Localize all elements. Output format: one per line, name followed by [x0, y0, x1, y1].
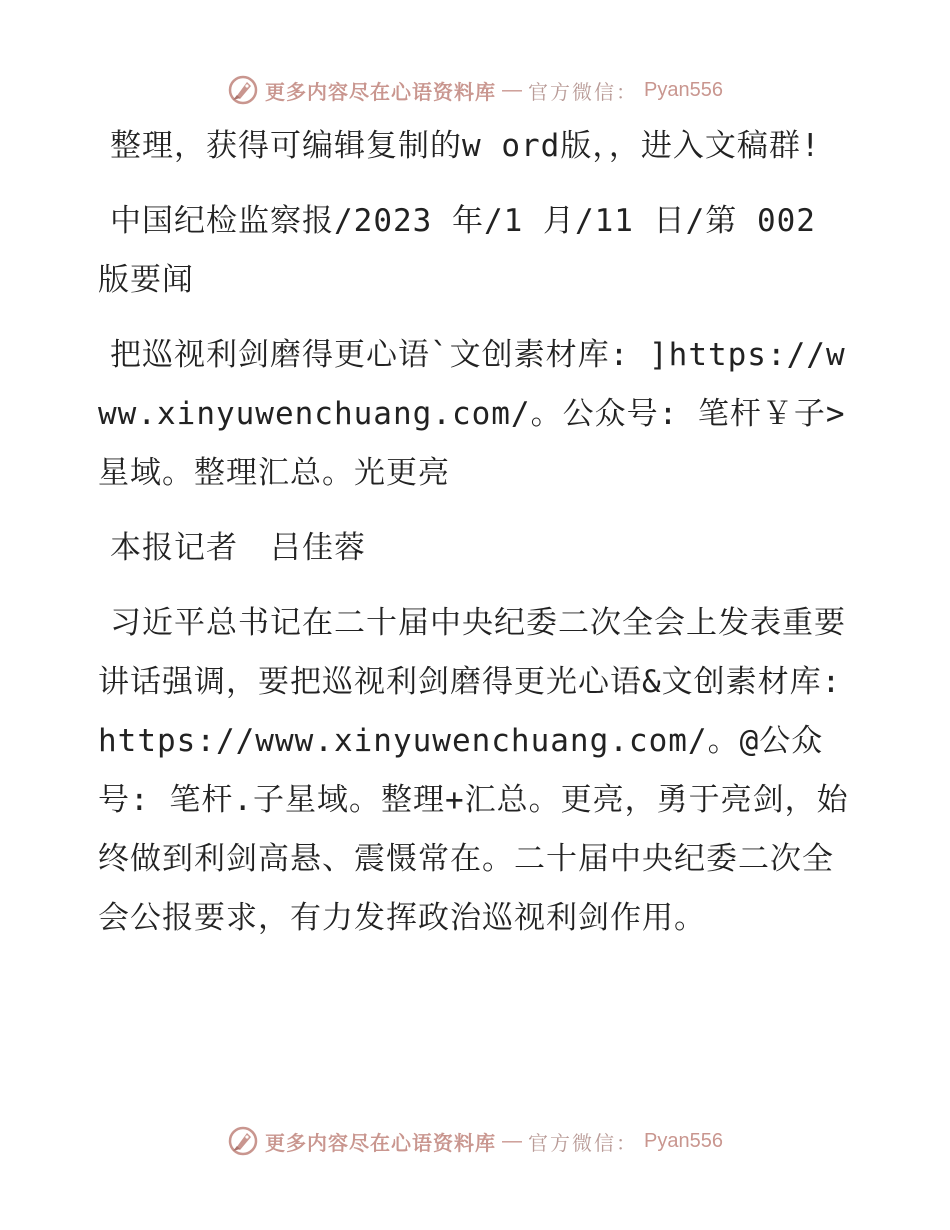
header-wechat-id: Pyan556 — [644, 78, 723, 101]
document-body — [98, 117, 850, 964]
paragraph-source: 中国纪检监察报/2023 年/1 月/11 日/第 002 版要闻 — [98, 203, 816, 298]
paragraph-notice: 整理，获得可编辑复制的w ord版，，进入文稿群! — [110, 128, 821, 164]
footer-banner-inner — [227, 1125, 723, 1157]
header-brand-text: 更多内容尽在心语资料库 — [265, 79, 497, 104]
footer-dash: — — [502, 1129, 523, 1152]
footer-brand-text: 更多内容尽在心语资料库 — [265, 1130, 497, 1155]
footer-banner — [0, 1121, 950, 1161]
paragraph-title: 把巡视利剑磨得更心语`文创素材库: ]https://www.xinyuwenchuang.com/。公众号: 笔杆￥子>星域。整理汇总。光更亮 — [98, 337, 846, 491]
paragraph-body: 习近平总书记在二十届中央纪委二次全会上发表重要讲话强调，要把巡视利剑磨得更光心语&文创素材库: https://www.xinyuwenchuang.com/。@公众号: 笔杆.子星域。整理+汇总。更亮，勇于亮剑，始终做到利剑高悬、震慑常在。二十届中央纪委二次全会公报要求，有力发挥政治巡视利剑作用。 — [98, 605, 849, 936]
header-banner — [0, 70, 950, 110]
footer-official-label: 官方微信： — [528, 1130, 639, 1155]
header-banner-inner — [227, 74, 723, 106]
pen-nib-logo-icon — [227, 1125, 259, 1157]
pen-nib-logo-icon — [227, 74, 259, 106]
footer-wechat-id: Pyan556 — [644, 1129, 723, 1152]
paragraph-byline: 本报记者 吕佳蓉 — [110, 530, 366, 566]
header-official-label: 官方微信： — [528, 79, 639, 104]
header-dash: — — [502, 78, 523, 101]
